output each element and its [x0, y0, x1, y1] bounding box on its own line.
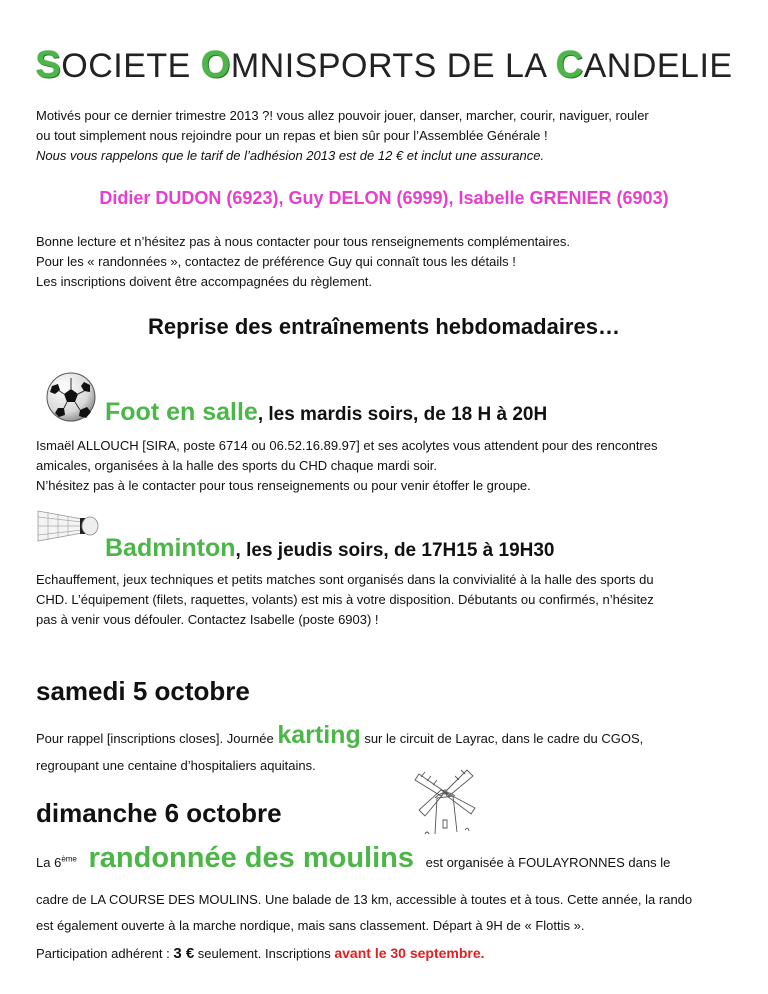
windmill-icon [405, 768, 495, 845]
title-word-2: MNISPORTS DE LA [230, 47, 556, 85]
price-line [36, 939, 736, 968]
foot-line: N’hésitez pas à le contacter pour tous renseignements ou pour venir étoffer le groupe. [36, 478, 531, 493]
intro-paragraph [36, 106, 736, 166]
title-word-3: ANDELIE [583, 47, 733, 85]
foot-paragraph [36, 436, 736, 496]
info-line: Pour les « randonnées », contactez de préférence Guy qui connaît tous les détails ! [36, 254, 516, 269]
karting-line: regroupant une centaine d’hospitaliers aquitains. [36, 758, 316, 773]
badminton-line: CHD. L’équipement (filets, raquettes, volants) est mis à votre disposition. Débutants ou confirmés, n’hésitez [36, 592, 654, 607]
randonnee-sup: ème [61, 854, 77, 864]
foot-heading [105, 398, 547, 427]
badminton-heading [105, 534, 555, 563]
info-line: Les inscriptions doivent être accompagnées du règlement. [36, 274, 373, 289]
randonnee-pre: La 6 [36, 855, 62, 870]
foot-line: Ismaël ALLOUCH [SIRA, poste 6714 ou 06.52.16.89.97] et ses acolytes vous attendent pour des rencontres [36, 438, 658, 453]
intro-line: Motivés pour ce dernier trimestre 2013 ?! vous allez pouvoir jouer, danser, marcher, courir, naviguer, rouler [36, 108, 649, 123]
samedi-heading: samedi 5 octobre [36, 676, 250, 706]
shuttlecock-icon [36, 505, 100, 550]
contacts-line: Didier DUDON (6923), Guy DELON (6999), Isabelle GRENIER (6903) [99, 188, 669, 208]
intro-line: ou tout simplement nous rejoindre pour un repas et bien sûr pour l’Assemblée Générale ! [36, 128, 548, 143]
price-value: 3 € [173, 945, 195, 962]
dimanche-heading: dimanche 6 octobre [36, 798, 282, 828]
title-initial-s: S [35, 44, 62, 86]
randonnee-paragraph [36, 840, 736, 968]
foot-schedule: , les mardis soirs, de 18 H à 20H [257, 404, 548, 425]
randonnee-post: est organisée à FOULAYRONNES dans le [425, 855, 671, 870]
price-mid: seulement. Inscriptions [194, 946, 335, 961]
page-title [0, 44, 768, 87]
registration-deadline: avant le 30 septembre. [334, 945, 485, 961]
badminton-paragraph [36, 570, 736, 630]
section-title: Reprise des entraînements hebdomadaires… [148, 314, 620, 339]
randonnee-line: est également ouverte à la marche nordique, mais sans classement. Départ à 9H de « Flottis ». [36, 918, 585, 933]
karting-paragraph [36, 722, 736, 776]
badminton-line: Echauffement, jeux techniques et petits matches sont organisés dans la convivialité à la halle des sports du [36, 572, 654, 587]
karting-post: sur le circuit de Layrac, dans le cadre du CGOS, [360, 731, 644, 746]
membership-fee-note: Nous vous rappelons que le tarif de l’adhésion 2013 est de 12 € et inclut une assurance. [36, 148, 545, 163]
info-line: Bonne lecture et n’hésitez pas à nous contacter pour tous renseignements complémentaires. [36, 234, 571, 249]
badminton-line: pas à venir vous défouler. Contactez Isabelle (poste 6903) ! [36, 612, 379, 627]
title-initial-o: O [200, 44, 231, 86]
badminton-name: Badminton [105, 534, 236, 562]
randonnee-line: cadre de LA COURSE DES MOULINS. Une balade de 13 km, accessible à toutes et à tous. Cette année, la rando [36, 892, 693, 907]
info-paragraph [36, 232, 736, 292]
price-pre: Participation adhérent : [36, 946, 174, 961]
randonnee-keyword: randonnée des moulins [88, 842, 414, 874]
badminton-schedule: , les jeudis soirs, de 17H15 à 19H30 [235, 540, 555, 561]
title-word-1: OCIETE [61, 47, 201, 85]
foot-line: amicales, organisées à la halle des sports du CHD chaque mardi soir. [36, 458, 438, 473]
foot-name: Foot en salle [105, 398, 258, 426]
karting-keyword: karting [277, 721, 361, 749]
karting-pre: Pour rappel [inscriptions closes]. Journée [36, 731, 278, 746]
soccer-ball-icon [46, 372, 96, 427]
title-initial-c: C [555, 44, 584, 86]
